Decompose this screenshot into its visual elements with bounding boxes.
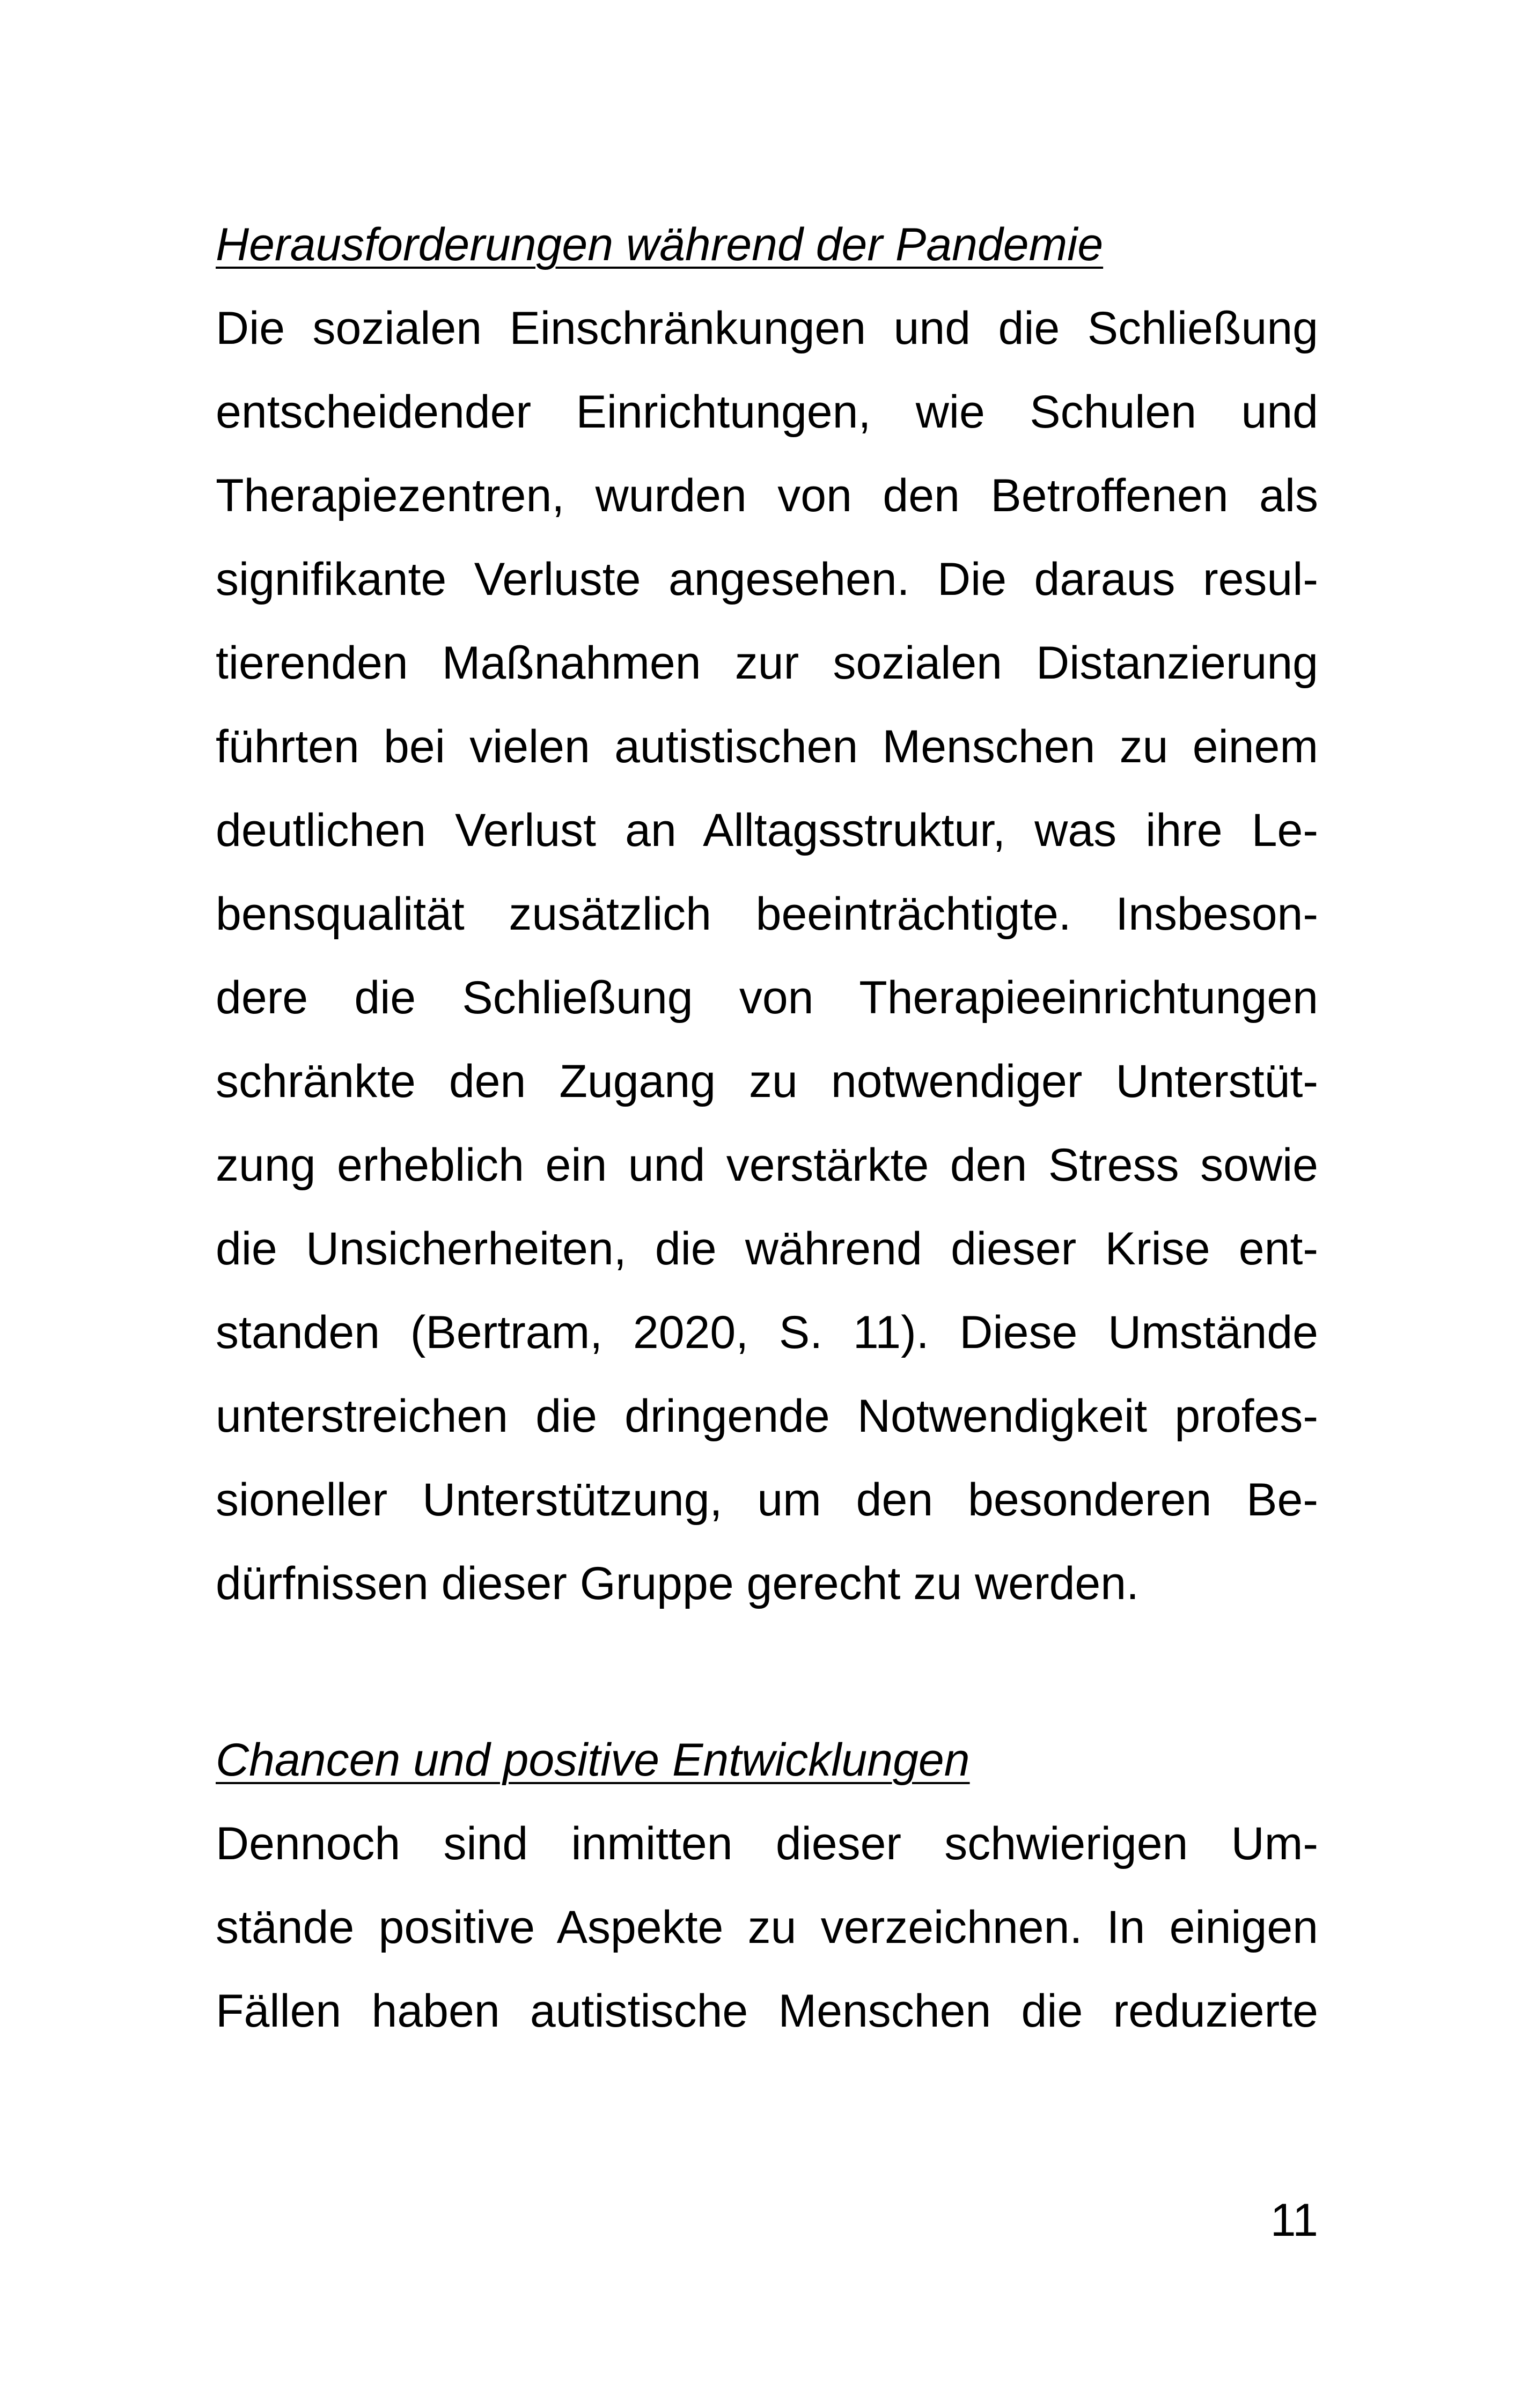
paragraph-line: dürfnissen dieser Gruppe gerecht zu werden.: [216, 1558, 1139, 1609]
paragraph-line: Therapiezentren, wurden von den Betroffenen als: [216, 470, 1318, 521]
paragraph-line: schränkte den Zugang zu notwendiger Unterstüt-: [216, 1056, 1318, 1107]
paragraph-line: entscheidender Einrichtungen, wie Schulen und: [216, 386, 1318, 438]
section-challenges: [216, 203, 1318, 1625]
section-opportunities: [216, 1718, 1318, 2053]
page-number: 11: [1270, 2195, 1318, 2246]
paragraph-line: tierenden Maßnahmen zur sozialen Distanzierung: [216, 637, 1318, 689]
paragraph-line: deutlichen Verlust an Alltagsstruktur, was ihre Le-: [216, 805, 1318, 856]
paragraph-line: Die sozialen Einschränkungen und die Schließung: [216, 303, 1318, 354]
paragraph-line: Fällen haben autistische Menschen die reduzierte: [216, 1985, 1318, 2037]
paragraph-line: die Unsicherheiten, die während dieser Krise ent-: [216, 1223, 1318, 1275]
section-heading: Herausforderungen während der Pandemie: [216, 219, 1104, 270]
paragraph-line: unterstreichen die dringende Notwendigkeit profes-: [216, 1390, 1318, 1442]
paragraph-line: dere die Schließung von Therapieeinrichtungen: [216, 972, 1318, 1023]
paragraph-line: stände positive Aspekte zu verzeichnen. In einigen: [216, 1902, 1318, 1953]
paragraph-line: zung erheblich ein und verstärkte den Stress sowie: [216, 1139, 1318, 1191]
paragraph-line: standen (Bertram, 2020, S. 11). Diese Umstände: [216, 1307, 1318, 1358]
paragraph-line: führten bei vielen autistischen Menschen zu einem: [216, 721, 1318, 772]
section-heading: Chancen und positive Entwicklungen: [216, 1734, 970, 1786]
paragraph-line: signifikante Verluste angesehen. Die daraus resul-: [216, 554, 1318, 605]
paragraph-line: sioneller Unterstützung, um den besonderen Be-: [216, 1474, 1318, 1526]
paragraph-line: bensqualität zusätzlich beeinträchtigte. Insbeson-: [216, 888, 1318, 940]
paragraph-line: Dennoch sind inmitten dieser schwierigen Um-: [216, 1818, 1318, 1869]
